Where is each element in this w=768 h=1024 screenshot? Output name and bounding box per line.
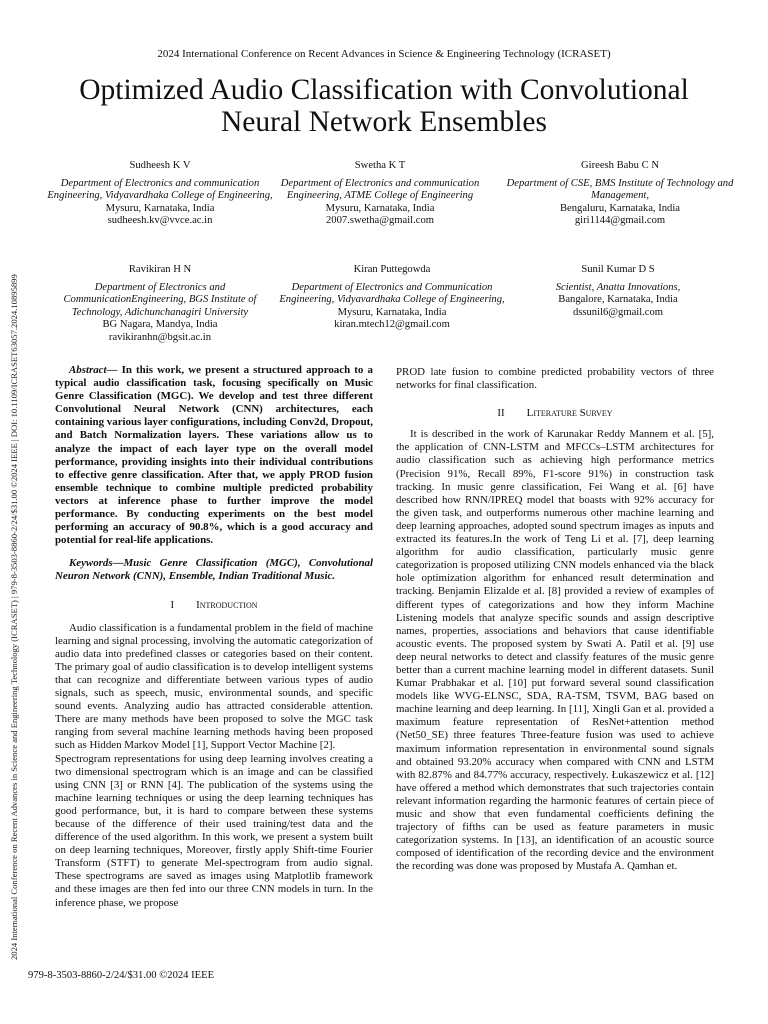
author-place: Bengaluru, Karnataka, India: [559, 202, 680, 214]
author-name: Sudheesh K V: [129, 160, 191, 171]
author-dept: Scientist, Anatta Innovations,: [555, 281, 681, 293]
author-email: dssunil6@gmail.com: [572, 306, 664, 318]
intro-paragraph-1: Audio classification is a fundamental problem in the field of machine learning and signal processing, involving the automatic categorization of audio data into predefined classes or categories based on their content. The primary goal of audio classification is to develop intelligent systems that can recognize and differentiate between various types of audio signals, such as speech, music, environmental sounds, and specific sound events. Analyzing audio has attracted considerable attention. There are many methods have been proposed to solve the MGC task ranging from several machine learning methods having been proposed such as Hidden Markov Model [1], Support Vector Machine [2].: [55, 621, 373, 752]
keywords-label: Keywords—: [69, 557, 124, 570]
section-heading-literature-survey: [396, 407, 714, 420]
author-name: Sunil Kumar D S: [581, 264, 655, 275]
author-email: 2007.swetha@gmail.com: [325, 215, 435, 227]
author-dept: Department of Electronics and communication Engineering, ATME College of Engineering: [280, 177, 480, 202]
right-column: [396, 366, 714, 873]
keywords-text: Music Genre Classification (MGC), Convolutional Neuron Network (CNN), Ensemble, Indian Traditional Music.: [55, 557, 373, 583]
author-place: Mysuru, Karnataka, India: [337, 306, 447, 318]
section-number: II: [497, 407, 505, 420]
paper-title: [20, 74, 748, 138]
author-4: [40, 264, 280, 345]
keywords: [55, 557, 373, 583]
side-margin-text: 2024 International Conference on Recent Advances in Science and Engineering Technology (ICRASET) | 979-8-3503-8860-2/24/$31.00 ©2024 IEEE | DOI: 10.1109/ICRASET63057.2024.10895899: [9, 274, 19, 960]
author-email: giri1144@gmail.com: [574, 215, 666, 227]
section-number: I: [170, 598, 175, 611]
author-email: ravikiranhn@bgsit.ac.in: [108, 331, 212, 343]
author-3: [500, 160, 740, 228]
author-dept: Department of Electronics and CommunicationEngineering, BGS Institute of Technology, Adichunchanagiri University: [63, 281, 257, 318]
author-name: Swetha K T: [354, 160, 406, 171]
author-email: sudheesh.kv@vvce.ac.in: [107, 215, 213, 227]
author-place: BG Nagara, Mandya, India: [102, 319, 218, 331]
copyright-footer: 979-8-3503-8860-2/24/$31.00 ©2024 IEEE: [28, 970, 215, 981]
abstract-text: In this work, we present a structured approach to a typical audio classification task, focusing specifically on Music Genre Classification (MGC). We develop and test three different Convolutional Neural Network (CNN) architectures, each containing various layer configurations, including Conv2d, Dropout, and Batch Normalization layers. These variations allow us to analyze the impact of each layer type on the overall model performance, providing insights into their individual contributions to effective genre classification. After that, we apply PROD fusion ensemble technique to combine multiple predicted probability vectors at inference phase to further improve the model performance. By conducting experiments on the best model performing an accuracy of 90.8%, which is a good accuracy and potential for real-life applications.: [55, 364, 373, 547]
author-6: [498, 264, 738, 319]
author-name: Gireesh Babu C N: [581, 160, 659, 171]
author-1: [40, 160, 280, 228]
author-email: kiran.mtech12@gmail.com: [334, 319, 450, 331]
intro-continuation: PROD late fusion to combine predicted probability vectors of three networks for final classification.: [396, 366, 714, 392]
author-2: [260, 160, 500, 228]
abstract-label: Abstract: [69, 364, 107, 376]
author-place: Bangalore, Karnataka, India: [558, 294, 678, 306]
author-place: Mysuru, Karnataka, India: [105, 202, 215, 214]
abstract-dash: —: [106, 364, 118, 376]
left-column: [55, 364, 373, 910]
author-dept: Department of CSE, BMS Institute of Technology and Management,: [506, 177, 734, 202]
author-name: Kiran Puttegowda: [353, 264, 431, 275]
author-name: Ravikiran H N: [128, 264, 192, 275]
abstract: [55, 364, 373, 547]
title-line-1: Optimized Audio Classification with Convolutional: [79, 74, 689, 106]
author-5: [272, 264, 512, 332]
author-place: Mysuru, Karnataka, India: [325, 202, 435, 214]
section-title: Introduction: [196, 598, 258, 611]
title-line-2: Neural Network Ensembles: [220, 106, 548, 138]
section-heading-introduction: [55, 599, 373, 612]
section-title: Literature Survey: [526, 407, 613, 420]
author-dept: Department of Electronics and communication Engineering, Vidyavardhaka College of Engineering,: [47, 177, 273, 202]
author-dept: Department of Electronics and Communication Engineering, Vidyavardhaka College of Engineering,: [279, 281, 505, 306]
conference-header: 2024 International Conference on Recent Advances in Science & Engineering Technology (ICRASET): [157, 48, 611, 60]
literature-paragraph: It is described in the work of Karunakar Reddy Mannem et al. [5], the application of CNN-LSTM and MFCCs–LSTM architectures for audio classification such as achieving high performance metrics (Precision 91%, Recall 89%, F1-score 91%) in construction task tracking. In music genre classification, Fei Wang et al. [6] have described how RNN/IPREQ model that boasts with 92% accuracy for the given task, and outperforms numerous other machine learning and deep learning approaches, adopted sound spectrum images as inputs and extracted its features.In the work of Teng Li et al. [7], deep learning algorithm for audio classification, particularly music genre categorization is proposed utilizing CNN models enhanced via the black hole optimization algorithm for enhanced result determination and tracking. Benjamin Elizalde et al. [8] provided a review of examples of different types of categorizations and how they inform Machine Listening models that analyze specific sounds and assign descriptive names, properties, associations and behaviors that cause identifiable acoustic events. The proposed system by Swati A. Patil et al. [9] use deep neural networks to detect and classify features of the music genre better than a current machine learning model in different datasets. Sunil Kumar Prabhakar et al. [10] put forward several sound classification models like WVG-ELNSC, SDA, RA-TSM, TSVM, BAG based on machine learning and deep learning. In [11], Xingli Gan et al. provided a maximum feature representation of ResNet+attention method (Net50_SE) three features Three-feature fusion was used to achieve maximum information representation in environmental sound signals and obtained 93.20% accuracy when compared with CNN and LSTM with 82.87% and 84.77% accuracy, respectively. Łukaszewicz et al. [12] have offered a method which demonstrates that such trajectories contain relevant information regarding the harmonic features of certain piece of music and show that even fundamental coefficients defining the trajectory of fifths can be used as feature parameters in music categorization systems. In [13], an identification of an acoustic source composed of identification of the recording device and the environment the recording was done was proposed by Mustafa A. Qamhan et.: [396, 428, 714, 873]
intro-paragraph-2: Spectrogram representations for using deep learning involves creating a two dimensional spectrogram which is an image and can be classified using CNN [3] or RNN [4]. The publication of the systems using the machine learning techniques or using the deep learning techniques has good performance, but, it is hard to compare between these systems because of the difference of their used training/test data and the difference of the used algorithm. In this work, we present a system built on deep learning techniques, Moreover, firstly apply Shift-time Fourier Transform (STFT) to generate Mel-spectrogram from audio signal. These spectrograms are saved as images using Matplotlib framework and these images are then fed into our three CNN models in turn. In the inference phase, we propose: [55, 752, 373, 909]
